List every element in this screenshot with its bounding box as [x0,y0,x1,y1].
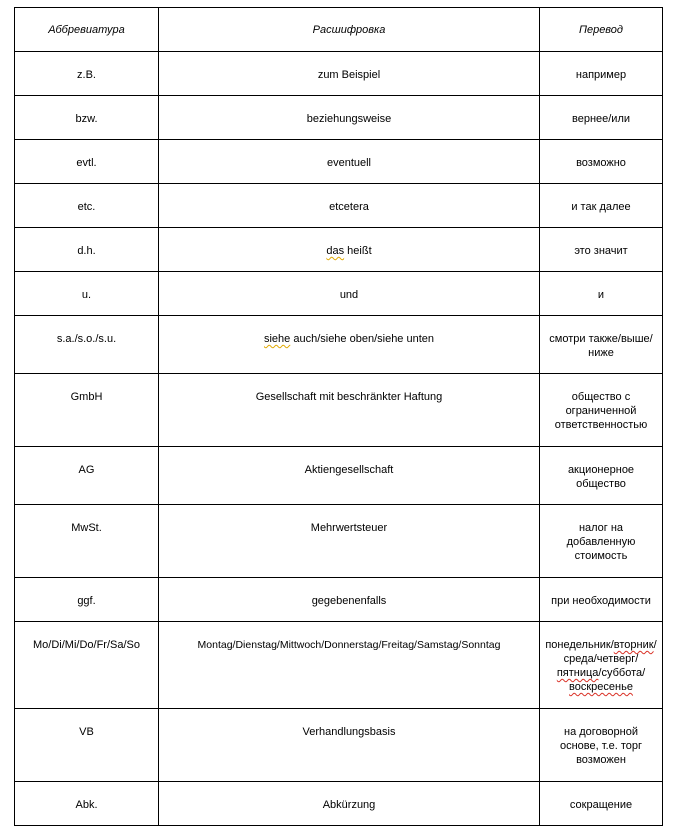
table-row [15,782,663,826]
header-abbreviation: Аббревиатура [15,8,159,52]
table-header-row [15,8,663,52]
table-row [15,622,663,709]
expansion-cell: Montag/Dienstag/Mittwoch/Donnerstag/Freitag/Samstag/Sonntag [159,622,540,709]
translation-cell: и [540,272,663,316]
table-row [15,578,663,622]
table-row [15,52,663,96]
abbr-cell: z.B. [15,52,159,96]
abbr-cell: ggf. [15,578,159,622]
translation-cell [540,622,663,709]
header-translation: Перевод [540,8,663,52]
translation-cell: сокращение [540,782,663,826]
abbr-cell: Mo/Di/Mi/Do/Fr/Sa/So [15,622,159,709]
translation-cell: вернее/или [540,96,663,140]
expansion-cell: Mehrwertsteuer [159,505,540,578]
table-row [15,140,663,184]
table-row [15,709,663,782]
translation-cell: при необходимости [540,578,663,622]
abbr-cell: AG [15,447,159,505]
expansion-cell: Aktiengesellschaft [159,447,540,505]
expansion-cell: etcetera [159,184,540,228]
translation-cell: возможно [540,140,663,184]
spellcheck-word: siehe [263,333,291,345]
translation-cell: и так далее [540,184,663,228]
abbr-cell: evtl. [15,140,159,184]
spellcheck-word: пятница [556,667,599,679]
expansion-cell: beziehungsweise [159,96,540,140]
expansion-cell: Verhandlungsbasis [159,709,540,782]
expansion-text: heißt [344,245,372,257]
expansion-cell: zum Beispiel [159,52,540,96]
abbr-cell: bzw. [15,96,159,140]
expansion-cell [159,316,540,374]
expansion-cell: gegebenenfalls [159,578,540,622]
abbr-cell: MwSt. [15,505,159,578]
translation-text: понедельник/ [545,639,614,651]
translation-cell: это значит [540,228,663,272]
table-row [15,374,663,447]
spellcheck-word: воскресенье [569,681,633,693]
translation-cell: на договорной основе, т.е. торг возможен [540,709,663,782]
abbreviations-table [14,7,663,826]
abbr-cell: Abk. [15,782,159,826]
table-row [15,184,663,228]
expansion-cell: eventuell [159,140,540,184]
translation-text: /суббота/ [598,667,646,679]
abbr-cell: GmbH [15,374,159,447]
header-expansion: Расшифровка [159,8,540,52]
abbr-cell: d.h. [15,228,159,272]
abbr-cell: VB [15,709,159,782]
translation-cell: общество с ограниченной ответственностью [540,374,663,447]
abbr-cell: u. [15,272,159,316]
expansion-text: auch/siehe oben/siehe unten [290,333,435,345]
table-row [15,272,663,316]
expansion-cell: Abkürzung [159,782,540,826]
abbr-cell: s.a./s.o./s.u. [15,316,159,374]
table-row [15,228,663,272]
table-row [15,447,663,505]
translation-cell: например [540,52,663,96]
translation-text: /среда/четверг/ [563,639,657,665]
abbr-cell: etc. [15,184,159,228]
table-row [15,505,663,578]
table-row [15,316,663,374]
translation-cell: налог на добавленную стоимость [540,505,663,578]
table-row [15,96,663,140]
translation-cell: акционерное общество [540,447,663,505]
spellcheck-word: das [326,245,345,257]
spellcheck-word: вторник [613,639,654,651]
translation-cell: смотри также/выше/ниже [540,316,663,374]
expansion-cell: Gesellschaft mit beschränkter Haftung [159,374,540,447]
expansion-cell: und [159,272,540,316]
expansion-cell [159,228,540,272]
